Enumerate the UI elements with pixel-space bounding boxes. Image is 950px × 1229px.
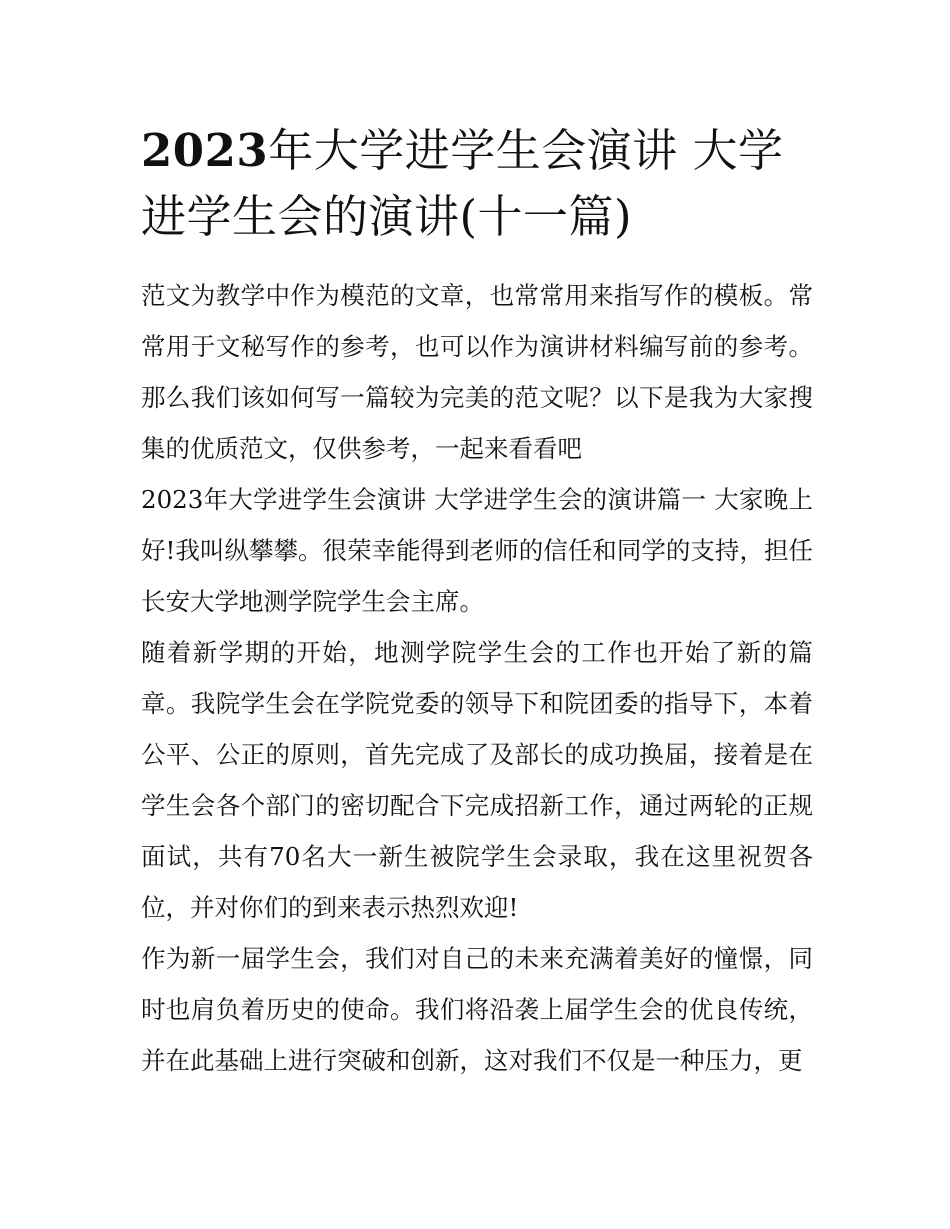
document-content — [141, 118, 813, 1086]
paragraph-new-term: 随着新学期的开始，地测学院学生会的工作也开始了新的篇章。我院学生会在学院党委的领导下和院团委的指导下，本着公平、公正的原则，首先完成了及部长的成功换届，接着是在学生会各个部门的密切配合下完成招新工作，通过两轮的正规面试，共有70名大一新生被院学生会录取，我在这里祝贺各位，并对你们的到来表示热烈欢迎! — [141, 638, 813, 922]
title-text: 年大学进学生会演讲 大学进学生会的演讲(十一篇) — [141, 124, 784, 243]
paragraph-intro: 范文为教学中作为模范的文章，也常常用来指写作的模板。常常用于文秘写作的参考，也可以作为演讲材料编写前的参考。那么我们该如何写一篇较为完美的范文呢？以下是我为大家搜集的优质范文，仅供参考，一起来看看吧 — [141, 281, 813, 463]
document-title — [141, 118, 813, 250]
title-year: 2023 — [141, 124, 269, 177]
document-body — [141, 270, 813, 1086]
paragraph-mission: 作为新一届学生会，我们对自己的未来充满着美好的憧憬，同时也肩负着历史的使命。我们将沿袭上届学生会的优良传统，并在此基础上进行突破和创新，这对我们不仅是一种压力，更 — [141, 944, 813, 1075]
paragraph-greeting: 2023年大学进学生会演讲 大学进学生会的演讲篇一 大家晚上好!我叫纵攀攀。很荣幸能得到老师的信任和同学的支持，担任长安大学地测学院学生会主席。 — [141, 485, 813, 616]
